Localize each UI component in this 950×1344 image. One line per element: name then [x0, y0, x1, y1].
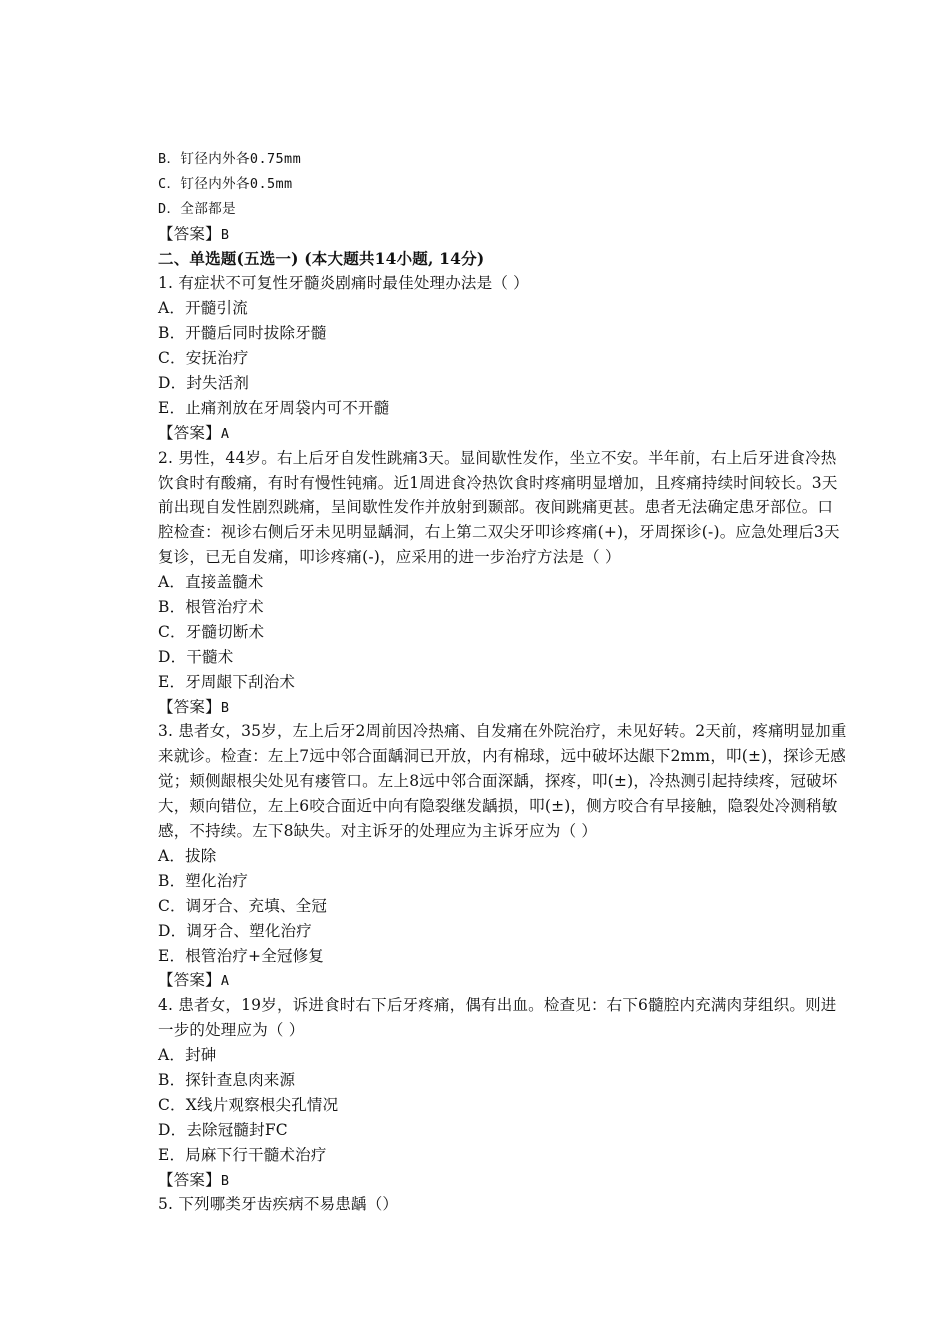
answer-value: A — [220, 425, 230, 442]
question-stem: 1. 有症状不可复性牙髓炎剧痛时最佳处理办法是（ ） — [158, 274, 529, 293]
question-stem-line: 一步的处理应为（ ） — [158, 1021, 305, 1040]
answer-label: 【答案】 — [158, 971, 221, 990]
question-stem-line: 大，颊向错位，左上6咬合面近中向有隐裂继发龋损，叩(±)，侧方咬合有早接触，隐裂处冷测稍敏 — [158, 797, 838, 816]
option-c: C．钉径内外各0.5mm — [158, 175, 293, 192]
option-a: A．拔除 — [158, 846, 217, 865]
answer-value: B — [220, 699, 230, 716]
option-a: A．直接盖髓术 — [158, 573, 264, 592]
question-stem: 5. 下列哪类牙齿疾病不易患龋（） — [158, 1195, 399, 1214]
option-b: B．钉径内外各0.75mm — [158, 151, 302, 167]
option-e: E．根管治疗+全冠修复 — [158, 946, 325, 965]
question-stem-line: 前出现自发性剧烈跳痛，呈间歇性发作并放射到颞部。夜间跳痛更甚。患者无法确定患牙部位。口 — [158, 498, 834, 517]
option-b: B．塑化治疗 — [158, 871, 249, 890]
document-body — [158, 147, 886, 1217]
option-e: E．牙周龈下刮治术 — [158, 672, 296, 691]
answer-line — [158, 968, 886, 993]
option-c: C．调牙合、充填、全冠 — [158, 896, 328, 915]
question-stem-line: 来就诊。检查：左上7远中邻合面龋洞已开放，内有棉球，远中破坏达龈下2mm，叩(±)，探诊无感 — [158, 747, 846, 766]
option-e: E．局麻下行干髓术治疗 — [158, 1145, 327, 1164]
option-a: A．封砷 — [158, 1046, 217, 1065]
question-stem-line: 饮食时有酸痛，有时有慢性钝痛。近1周进食冷热饮食时疼痛明显增加，且疼痛持续时间较长。3天 — [158, 473, 838, 492]
question-stem-line: 2. 男性，44岁。右上后牙自发性跳痛3天。显间歇性发作，坐立不安。半年前，右上后牙进食冷热 — [158, 448, 837, 467]
question-stem-line: 觉；颊侧龈根尖处见有瘘管口。左上8远中邻合面深龋，探疼，叩(±)，冷热测引起持续疼，冠破坏 — [158, 772, 838, 791]
question-stem-line: 腔检查：视诊右侧后牙未见明显龋洞，右上第二双尖牙叩诊疼痛(+)，牙周探诊(-)。应急处理后3天 — [158, 523, 840, 542]
answer-value: B — [220, 1172, 230, 1189]
answer-line — [158, 222, 886, 247]
option-a: A．开髓引流 — [158, 299, 248, 318]
option-d: D．全部都是 — [158, 200, 237, 217]
answer-label: 【答案】 — [158, 224, 221, 243]
option-c: C．X线片观察根尖孔情况 — [158, 1095, 339, 1114]
option-b: B．根管治疗术 — [158, 598, 264, 617]
option-c: C．安抚治疗 — [158, 349, 249, 368]
answer-line — [158, 1168, 886, 1193]
answer-label: 【答案】 — [158, 697, 221, 716]
answer-label: 【答案】 — [158, 423, 221, 442]
option-e: E．止痛剂放在牙周袋内可不开髓 — [158, 398, 390, 417]
option-d: D．干髓术 — [158, 647, 234, 666]
question-stem-line: 复诊，已无自发痛，叩诊疼痛(-)，应采用的进一步治疗方法是（ ） — [158, 548, 621, 567]
option-d: D．去除冠髓封FC — [158, 1120, 288, 1139]
section-title: 二、单选题(五选一) (本大题共14小题, 14分) — [158, 248, 485, 268]
answer-label: 【答案】 — [158, 1170, 221, 1189]
answer-value: B — [220, 226, 230, 243]
answer-value: A — [220, 973, 230, 990]
question-stem-line: 4. 患者女，19岁，诉进食时右下后牙疼痛，偶有出血。检查见：右下6髓腔内充满肉芽组织。则进 — [158, 996, 837, 1015]
question-stem-line: 感，不持续。左下8缺失。对主诉牙的处理应为主诉牙应为（ ） — [158, 822, 598, 841]
option-c: C．牙髓切断术 — [158, 622, 265, 641]
answer-line — [158, 421, 886, 446]
answer-line — [158, 695, 886, 720]
option-b: B．探针查息肉来源 — [158, 1070, 296, 1089]
option-d: D．调牙合、塑化治疗 — [158, 921, 312, 940]
option-b: B．开髓后同时拔除牙髓 — [158, 324, 327, 343]
question-stem-line: 3. 患者女，35岁，左上后牙2周前因冷热痛、自发痛在外院治疗，未见好转。2天前，疼痛明显加重 — [158, 722, 847, 741]
option-d: D．封失活剂 — [158, 374, 250, 393]
